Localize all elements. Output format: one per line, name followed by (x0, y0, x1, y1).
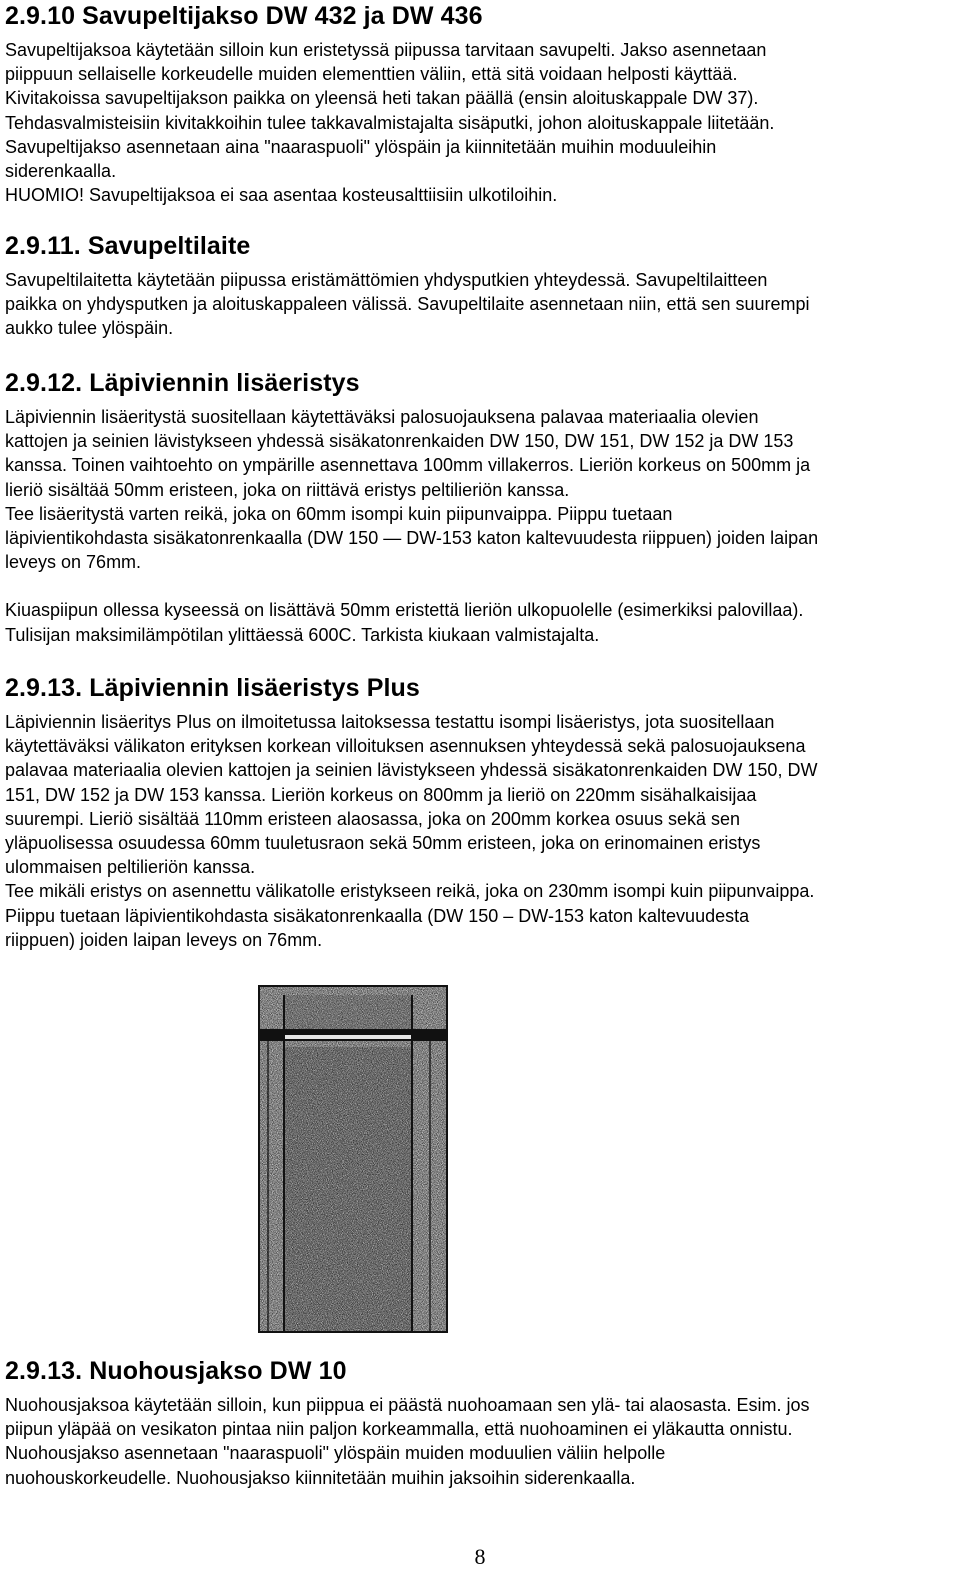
section-lapiviennin-lisaeristys (5, 369, 955, 647)
text-line: HUOMIO! Savupeltijaksoa ei saa asentaa kosteusalttiisiin ulkotiloihin. (5, 185, 558, 206)
text-line: riippuen) joiden laipan leveys on 76mm. (5, 929, 323, 950)
text-line: kanssa. Toinen vaihtoehto on ympärille asennettava 100mm villakerros. Lieriön korkeus on 500mm ja (5, 455, 811, 476)
heading-2-9-10: 2.9.10 Savupeltijakso DW 432 ja DW 436 (5, 2, 483, 30)
text-line: käytettäväksi välikaton erityksen korkean villoituksen asennuksen yhteydessä sekä palosuojauksena (5, 736, 806, 757)
text-line: ulommaisen peltilieriön kanssa. (5, 857, 256, 878)
text-line: lieriö sisältää 50mm eristeen, joka on riittävä eristys peltilieriön kanssa. (5, 479, 570, 500)
text-line: piipun yläpää on vesikaton pintaa niin paljon korkeammalla, että nuohoaminen ei yläkautta onnistu. (5, 1419, 793, 1440)
heading-2-9-12: 2.9.12. Läpiviennin lisäeristys (5, 369, 360, 397)
text-line: Nuohousjakso asennetaan "naaraspuoli" ylöspäin muiden moduulien väliin helpolle (5, 1443, 666, 1464)
paragraph-lisaeristys-1 (5, 405, 955, 574)
text-line: paikka on yhdysputken ja aloituskappaleen välissä. Savupeltilaite asennetaan niin, että sen suurempi (5, 294, 810, 315)
heading-2-9-11: 2.9.11. Savupeltilaite (5, 232, 251, 260)
text-line: Tee lisäeritystä varten reikä, joka on 60mm isompi kuin piipunvaippa. Piippu tuetaan (5, 503, 673, 524)
text-line: palavaa materiaalia olevien kattojen ja seinien lävistykseen yhdessä sisäkatonrenkaiden DW 150, DW (5, 760, 818, 781)
text-line: aukko tulee ylöspäin. (5, 318, 174, 339)
text-line: suurempi. Lieriö sisältää 110mm eristeen alaosassa, joka on 200mm korkea osuus sekä sen (5, 808, 741, 829)
section-lisaeristys-plus (5, 674, 955, 952)
text-line: Savupeltijakso asennetaan aina "naaraspuoli" ylöspäin ja kiinnitetään muihin moduuleihin (5, 136, 717, 157)
paragraph-savupeltijakso (5, 38, 955, 207)
text-line: Kivitakoissa savupeltijakson paikka on yleensä heti takan päällä (ensin aloituskappale DW 37). (5, 88, 759, 109)
section-savupeltijakso (5, 2, 955, 207)
section-savupeltilaite (5, 232, 955, 341)
text-line: leveys on 76mm. (5, 552, 142, 573)
text-line: Kiuaspiipun ollessa kyseessä on lisättävä 50mm eristettä lieriön ulkopuolelle (esimerkiksi palovillaa). (5, 600, 804, 621)
text-line: 151, DW 152 ja DW 153 kanssa. Lieriön korkeus on 800mm ja lieriö on 220mm sisähalkaisijaa (5, 784, 757, 805)
text-line: Tehdasvalmisteisiin kivitakkoihin tulee takkavalmistajalta sisäputki, johon aloituskappale liitetään. (5, 112, 775, 133)
text-line: yläpuolisessa osuudessa 60mm tuuletusraon sekä 50mm eristeen, joka on erinomainen eristys (5, 833, 761, 854)
heading-2-9-13-nuohousjakso: 2.9.13. Nuohousjakso DW 10 (5, 1357, 347, 1385)
insulation-cylinder-figure (258, 985, 448, 1333)
heading-2-9-13-plus: 2.9.13. Läpiviennin lisäeristys Plus (5, 674, 420, 702)
paragraph-lisaeristys-2 (5, 598, 955, 646)
text-line: piippuun sellaiselle korkeudelle muiden elementtien väliin, että sitä voidaan helposti käyttää. (5, 64, 738, 85)
text-line: Savupeltijaksoa käytetään silloin kun eristetyssä piipussa tarvitaan savupelti. Jakso asennetaan (5, 40, 767, 60)
page-number: 8 (474, 1544, 486, 1569)
text-line: Läpiviennin lisäeritystä suositellaan käytettäväksi palosuojauksena palavaa materiaalia olevien (5, 407, 759, 427)
text-line: Nuohousjaksoa käytetään silloin, kun piippua ei päästä nuohoamaan sen ylä- tai alaosasta. Esim. jos (5, 1395, 810, 1415)
section-nuohousjakso (5, 1357, 955, 1490)
text-line: Tulisijan maksimilämpötilan ylittäessä 600C. Tarkista kiukaan valmistajalta. (5, 624, 600, 645)
text-line: Savupeltilaitetta käytetään piipussa eristämättömien yhdysputkien yhteydessä. Savupeltilaitteen (5, 270, 768, 290)
paragraph-savupeltilaite (5, 268, 955, 341)
text-line: läpivientikohdasta sisäkatonrenkaalla (DW 150 — DW-153 katon kaltevuudesta riippuen) joiden laipan (5, 528, 819, 549)
paragraph-lisaeristys-plus (5, 710, 955, 952)
text-line: kattojen ja seinien lävistykseen yhdessä sisäkatonrenkaiden DW 150, DW 151, DW 152 ja DW 153 (5, 431, 794, 452)
paragraph-nuohousjakso (5, 1393, 955, 1490)
text-line: Piippu tuetaan läpivientikohdasta sisäkatonrenkaalla (DW 150 – DW-153 katon kaltevuudesta (5, 905, 750, 926)
text-line: nuohouskorkeudelle. Nuohousjakso kiinnitetään muihin jaksoihin siderenkaalla. (5, 1467, 636, 1488)
text-line: Tee mikäli eristys on asennettu välikatolle eristykseen reikä, joka on 230mm isompi kuin piipunvaippa. (5, 881, 815, 902)
text-line: Läpiviennin lisäeritys Plus on ilmoitetussa laitoksessa testattu isompi lisäeristys, jota suositellaan (5, 712, 775, 732)
text-line: siderenkaalla. (5, 161, 117, 182)
